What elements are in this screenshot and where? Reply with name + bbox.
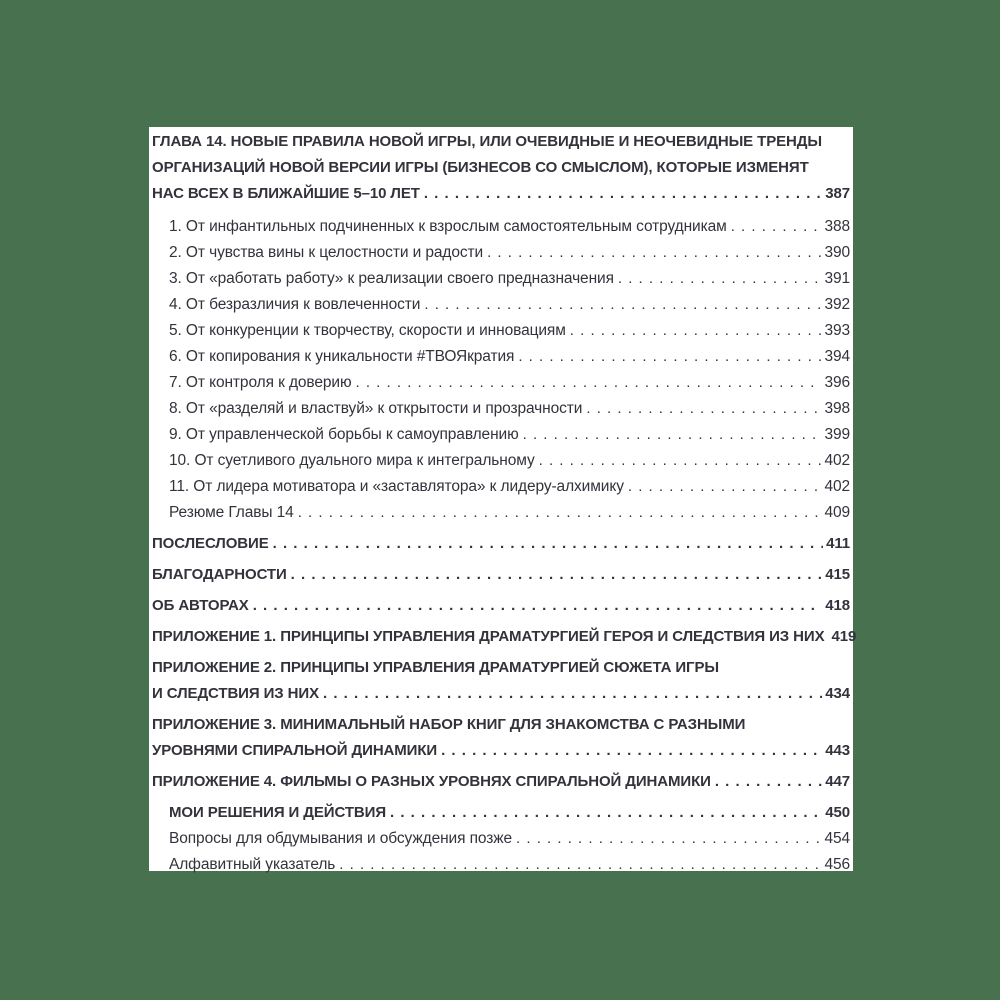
- toc-entry-line: ГЛАВА 14. НОВЫЕ ПРАВИЛА НОВОЙ ИГРЫ, ИЛИ ОЧЕВИДНЫЕ И НЕОЧЕВИДНЫЕ ТРЕНДЫ: [152, 133, 822, 150]
- dot-leader: [618, 266, 822, 292]
- toc-entry-page: 390: [824, 244, 850, 261]
- dot-leader: [628, 474, 822, 500]
- toc-entry-page: 450: [825, 804, 850, 821]
- toc-entry: [152, 593, 850, 619]
- toc-entry-title: И СЛЕДСТВИЯ ИЗ НИХ: [152, 685, 319, 702]
- toc-entry-line: [152, 531, 850, 557]
- toc-entry: [152, 266, 850, 292]
- toc-entry-title: 9. От управленческой борьбы к самоуправлению: [169, 426, 519, 443]
- toc-entry-title: ПРИЛОЖЕНИЕ 4. ФИЛЬМЫ О РАЗНЫХ УРОВНЯХ СПИРАЛЬНОЙ ДИНАМИКИ: [152, 773, 711, 790]
- toc-entry-title: МОИ РЕШЕНИЯ И ДЕЙСТВИЯ: [169, 804, 386, 821]
- toc-entry-title: Вопросы для обдумывания и обсуждения позже: [169, 830, 513, 847]
- toc-entry-page: 418: [825, 597, 850, 614]
- dot-leader: [516, 826, 821, 852]
- toc-entry-line: [169, 500, 850, 526]
- toc-entry-line: [169, 318, 850, 344]
- toc-entry-page: 434: [825, 685, 850, 702]
- toc-entry-title: ОБ АВТОРАХ: [152, 597, 249, 614]
- toc-entry: [152, 292, 850, 318]
- dot-leader: [586, 396, 821, 422]
- toc-entry-title: 10. От суетливого дуального мира к интегральному: [169, 452, 535, 469]
- toc-entry: [152, 624, 857, 650]
- toc-entry-title: ПРИЛОЖЕНИЕ 1. ПРИНЦИПЫ УПРАВЛЕНИЯ ДРАМАТУРГИЕЙ ГЕРОЯ И СЛЕДСТВИЯ ИЗ НИХ: [152, 628, 825, 645]
- toc-entry-page: 409: [824, 504, 850, 521]
- toc-entry: [152, 240, 850, 266]
- toc-entry-page: 447: [825, 773, 850, 790]
- toc-entry: [152, 344, 850, 370]
- toc-entry-title: НАС ВСЕХ В БЛИЖАЙШИЕ 5–10 ЛЕТ: [152, 185, 420, 202]
- toc-entry-page: 399: [824, 426, 850, 443]
- toc-entry: [152, 800, 850, 826]
- dot-leader: [715, 769, 822, 795]
- toc-entry-page: 411: [826, 535, 850, 552]
- toc-entry-line: [169, 292, 850, 318]
- toc-entry-page: 419: [831, 628, 857, 645]
- toc-entry: [152, 712, 850, 764]
- toc-entry: [152, 370, 850, 396]
- toc-entry-title: 4. От безразличия к вовлеченности: [169, 296, 421, 313]
- toc-entry: [152, 500, 850, 526]
- toc-entry-line: ОРГАНИЗАЦИЙ НОВОЙ ВЕРСИИ ИГРЫ (БИЗНЕСОВ СО СМЫСЛОМ), КОТОРЫЕ ИЗМЕНЯТ: [152, 159, 809, 176]
- toc-entry-line: [152, 593, 850, 619]
- toc-entry: [152, 129, 850, 207]
- dot-leader: [291, 562, 823, 588]
- toc-entry-line: [152, 562, 850, 588]
- toc-entry-page: 391: [824, 270, 850, 287]
- toc-entry-line: [152, 681, 850, 707]
- toc-entry-title: 7. От контроля к доверию: [169, 374, 352, 391]
- toc-entry-line: [152, 624, 857, 650]
- dot-leader: [339, 852, 821, 878]
- dot-leader: [323, 681, 822, 707]
- dot-leader: [731, 214, 822, 240]
- dot-leader: [356, 370, 822, 396]
- dot-leader: [424, 181, 822, 207]
- dot-leader: [441, 738, 822, 764]
- toc-entry-page: 402: [824, 478, 850, 495]
- toc-entry-line: [152, 181, 850, 207]
- dot-leader: [424, 292, 821, 318]
- toc-entry-page: 398: [824, 400, 850, 417]
- toc-entry-line: [169, 826, 850, 852]
- toc-entry-title: ПОСЛЕСЛОВИЕ: [152, 535, 269, 552]
- toc-entry: [152, 826, 850, 852]
- dot-leader: [523, 422, 822, 448]
- toc-entry-title: 1. От инфантильных подчиненных к взрослым самостоятельным сотрудникам: [169, 218, 727, 235]
- toc-entry-title: 3. От «работать работу» к реализации своего предназначения: [169, 270, 614, 287]
- toc-entry: [152, 318, 850, 344]
- toc-entry-page: 443: [825, 742, 850, 759]
- toc-entry: [152, 562, 850, 588]
- toc-entry-title: Алфавитный указатель: [169, 856, 336, 873]
- toc-entry-page: 387: [825, 185, 850, 202]
- toc-entry-line: [169, 266, 850, 292]
- toc-list: [152, 129, 857, 878]
- toc-entry-title: УРОВНЯМИ СПИРАЛЬНОЙ ДИНАМИКИ: [152, 742, 438, 759]
- toc-entry-title: 2. От чувства вины к целостности и радости: [169, 244, 484, 261]
- toc-entry-line: [169, 240, 850, 266]
- toc-entry: [152, 474, 850, 500]
- toc-entry-line: [169, 344, 850, 370]
- toc-entry-page: 388: [824, 218, 850, 235]
- toc-entry-page: 393: [824, 322, 850, 339]
- toc-entry-title: БЛАГОДАРНОСТИ: [152, 566, 287, 583]
- toc-entry-page: 392: [824, 296, 850, 313]
- dot-leader: [273, 531, 823, 557]
- toc-entry: [152, 852, 850, 878]
- toc-entry-line: [169, 852, 850, 878]
- dot-leader: [390, 800, 822, 826]
- dot-leader: [487, 240, 821, 266]
- toc-entry-line: [169, 396, 850, 422]
- toc-entry-page: 415: [825, 566, 850, 583]
- toc-entry-page: 396: [824, 374, 850, 391]
- toc-entry-line: [152, 738, 850, 764]
- toc-entry-page: 456: [824, 856, 850, 873]
- toc-entry-line: ПРИЛОЖЕНИЕ 3. МИНИМАЛЬНЫЙ НАБОР КНИГ ДЛЯ ЗНАКОМСТВА С РАЗНЫМИ: [152, 716, 746, 733]
- toc-entry: [152, 214, 850, 240]
- toc-entry-page: 394: [824, 348, 850, 365]
- toc-entry-line: [169, 370, 850, 396]
- toc-entry-line: ПРИЛОЖЕНИЕ 2. ПРИНЦИПЫ УПРАВЛЕНИЯ ДРАМАТУРГИЕЙ СЮЖЕТА ИГРЫ: [152, 659, 719, 676]
- toc-entry-line: [169, 474, 850, 500]
- dot-leader: [518, 344, 821, 370]
- toc-entry: [152, 422, 850, 448]
- toc-entry-line: [152, 769, 850, 795]
- dot-leader: [253, 593, 823, 619]
- toc-entry-line: [169, 214, 850, 240]
- toc-entry-title: 11. От лидера мотиватора и «заставлятора» к лидеру-алхимику: [169, 478, 624, 495]
- toc-entry-line: [169, 448, 850, 474]
- toc-entry-title: 8. От «разделяй и властвуй» к открытости и прозрачности: [169, 400, 583, 417]
- toc-entry-title: 6. От копирования к уникальности #ТВОЯкратия: [169, 348, 515, 365]
- toc-entry-page: 454: [824, 830, 850, 847]
- dot-leader: [570, 318, 822, 344]
- toc-entry-line: [169, 800, 850, 826]
- dot-leader: [298, 500, 822, 526]
- toc-entry: [152, 769, 850, 795]
- dot-leader: [539, 448, 822, 474]
- book-page: [149, 127, 857, 873]
- toc-entry-line: [169, 422, 850, 448]
- toc-entry: [152, 531, 850, 557]
- toc-entry: [152, 448, 850, 474]
- toc-entry: [152, 396, 850, 422]
- toc-entry-page: 402: [824, 452, 850, 469]
- toc-entry-title: 5. От конкуренции к творчеству, скорости и инновациям: [169, 322, 566, 339]
- toc-entry: [152, 655, 850, 707]
- toc-entry-title: Резюме Главы 14: [169, 504, 294, 521]
